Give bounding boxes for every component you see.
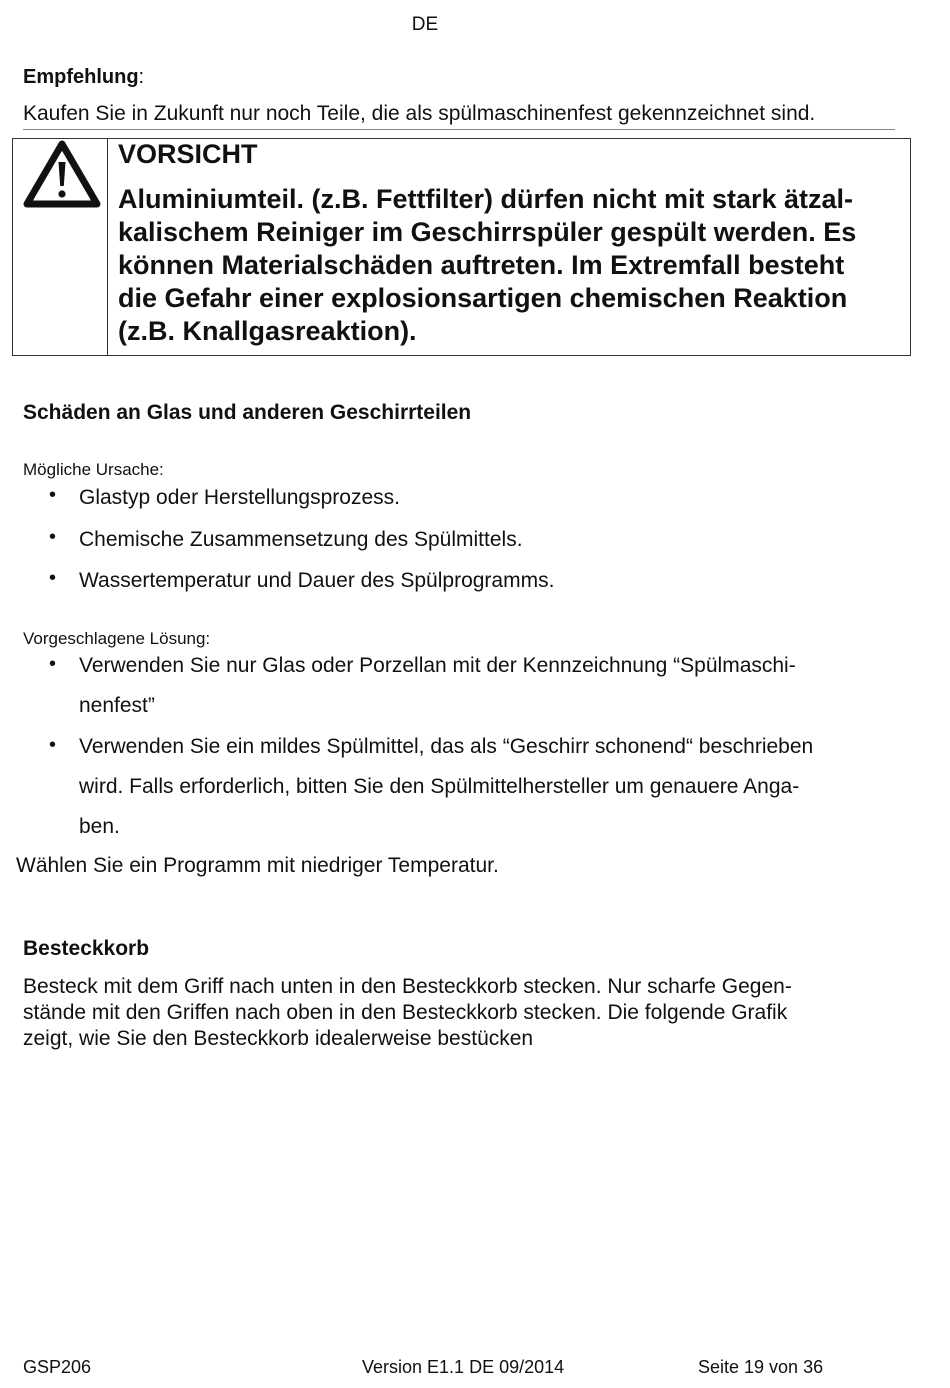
solution-line: Verwenden Sie ein mildes Spülmittel, das als “Geschirr schonend“ beschrieben (79, 735, 814, 758)
bullet-icon: • (49, 734, 57, 756)
cause-label: Mögliche Ursache: (23, 460, 164, 479)
warning-line: die Gefahr einer explosionsartigen chemischen Reaktion (118, 283, 848, 313)
bullet-icon: • (49, 567, 57, 589)
recommendation-text: Kaufen Sie in Zukunft nur noch Teile, die als spülmaschinenfest gekennzeichnet sind. (23, 102, 816, 125)
warning-triangle-icon (22, 138, 102, 210)
warning-line: Aluminiumteil. (z.B. Fettfilter) dürfen nicht mit stark ätzal- (118, 184, 854, 214)
cause-item: Glastyp oder Herstellungsprozess. (79, 486, 400, 509)
solution-line: ben. (79, 815, 120, 838)
footer-page: Seite 19 von 36 (698, 1357, 824, 1377)
recommendation-heading (23, 66, 144, 89)
solution-line: nenfest” (79, 694, 155, 717)
bullet-icon: • (49, 526, 57, 548)
divider-line (23, 129, 895, 130)
footer-version: Version E1.1 DE 09/2014 (362, 1357, 565, 1377)
recommendation-heading-colon: : (138, 66, 145, 88)
warning-title: VORSICHT (118, 139, 258, 169)
cutlery-line: Besteck mit dem Griff nach unten in den Besteckkorb stecken. Nur scharfe Gegen- (23, 975, 792, 998)
warning-line: kalischem Reiniger im Geschirrspüler gespült werden. Es (118, 217, 857, 247)
warning-line: (z.B. Knallgasreaktion). (118, 316, 417, 346)
solution-line: wird. Falls erforderlich, bitten Sie den Spülmittelhersteller um genauere Anga- (79, 775, 800, 798)
language-code: DE (411, 14, 439, 35)
solution-line: Verwenden Sie nur Glas oder Porzellan mit der Kennzeichnung “Spülmaschi- (79, 654, 796, 677)
warning-box-divider (107, 138, 108, 356)
warning-text (118, 183, 908, 348)
cutlery-heading: Besteckkorb (23, 937, 150, 960)
cutlery-line: zeigt, wie Sie den Besteckkorb idealerweise bestücken (23, 1027, 534, 1050)
bullet-icon: • (49, 653, 57, 675)
cutlery-line: stände mit den Griffen nach oben in den Besteckkorb stecken. Die folgende Grafik (23, 1001, 788, 1024)
cutlery-text (23, 974, 873, 1052)
cause-item: Chemische Zusammensetzung des Spülmittels. (79, 528, 523, 551)
bullet-icon: • (49, 484, 57, 506)
temperature-hint: Wählen Sie ein Programm mit niedriger Temperatur. (16, 854, 499, 877)
glass-damage-heading: Schäden an Glas und anderen Geschirrteilen (23, 401, 472, 424)
recommendation-heading-text: Empfehlung (23, 66, 139, 88)
solution-label: Vorgeschlagene Lösung: (23, 629, 211, 648)
cause-item: Wassertemperatur und Dauer des Spülprogramms. (79, 569, 555, 592)
warning-line: können Materialschäden auftreten. Im Extremfall besteht (118, 250, 845, 280)
footer-model: GSP206 (23, 1357, 92, 1377)
